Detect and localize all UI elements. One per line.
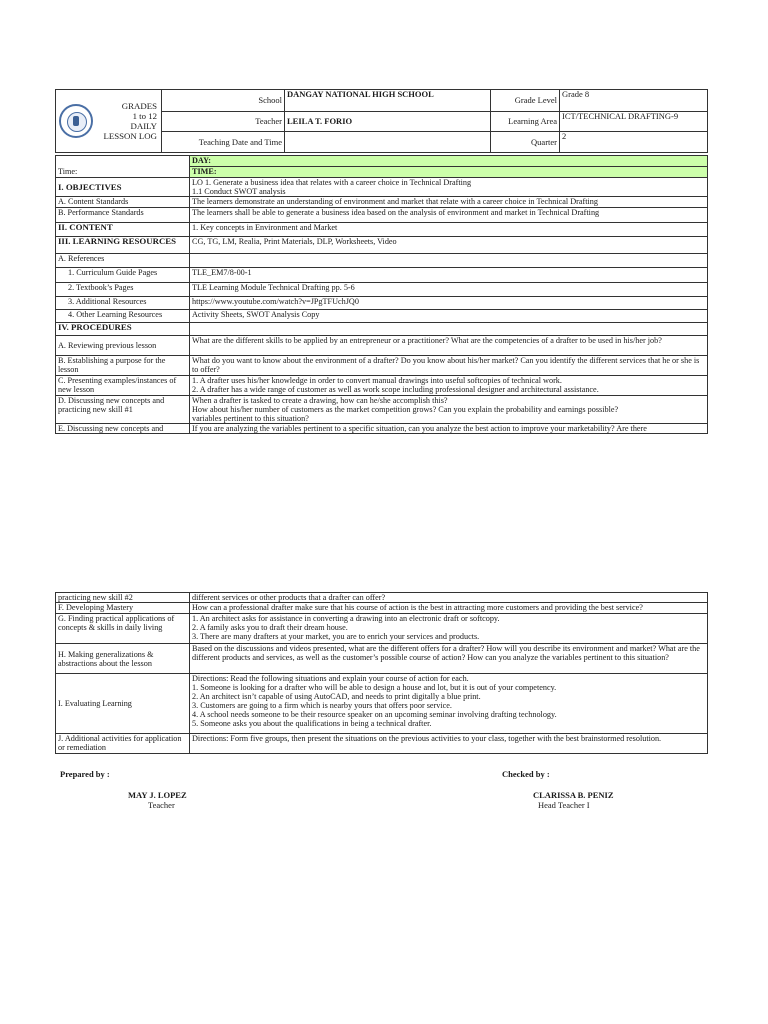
developing-mastery-label: F. Developing Mastery — [56, 603, 190, 614]
date-value — [285, 132, 491, 153]
reviewing-lesson-content: What are the different skills to be applied by an entrepreneur or a practitioner? What are the competencies of a drafter to be used in his/her job? — [190, 336, 708, 356]
date-label: Teaching Date and Time — [162, 132, 285, 153]
additional-activities-label: J. Additional activities for application or remediation — [56, 734, 190, 754]
purpose-label: B. Establishing a purpose for the lesson — [56, 356, 190, 376]
practicing-2-content: different services or other products that a drafter can offer? — [190, 593, 708, 603]
checked-by-label: Checked by : — [502, 769, 550, 779]
learning-resources-label: III. LEARNING RESOURCES — [56, 237, 190, 254]
learning-area-value: ICT/TECHNICAL DRAFTING-9 — [560, 111, 708, 132]
procedures-content — [190, 323, 708, 336]
discussing-1-label: D. Discussing new concepts and practicing new skill #1 — [56, 396, 190, 424]
references-label: A. References — [56, 254, 190, 268]
evaluating-learning-content: Directions: Read the following situations and explain your course of action for each. 1. Someone is looking for a drafter who will be able to design a house and lot, but it is out of your competency. 2. An architect isn’t capable of using AutoCAD, and needs to print digitally a blue print. 3. Customers are going to a firm which is nearby yours that offers poor service. 4. A school needs someone to be their resource speaker on an upcoming seminar involving drafting technology. 5. Someone asks you about the qualifications in being a technical drafter. — [190, 674, 708, 734]
grade-level-value: Grade 8 — [560, 90, 708, 112]
objectives-label: I. OBJECTIVES — [56, 178, 190, 197]
content-label: II. CONTENT — [56, 223, 190, 237]
blank-corner — [56, 156, 190, 167]
teacher-value: LEILA T. FORIO — [285, 111, 491, 132]
school-label: School — [162, 90, 285, 112]
evaluating-learning-label: I. Evaluating Learning — [56, 674, 190, 734]
lesson-table-part2 — [55, 592, 708, 754]
finding-applications-label: G. Finding practical applications of concepts & skills in daily living — [56, 614, 190, 644]
teacher-label: Teacher — [162, 111, 285, 132]
checker-name: CLARISSA B. PENIZ — [533, 790, 614, 800]
content-standards-label: A. Content Standards — [56, 197, 190, 208]
preparer-name: MAY J. LOPEZ — [128, 790, 187, 800]
grades-label: GRADES — [121, 101, 157, 111]
textbook-pages-label: 2. Textbook’s Pages — [56, 283, 190, 297]
purpose-content: What do you want to know about the environment of a drafter? Do you know about his/her market? Can you identify the different services that he or she is to offer? — [190, 356, 708, 376]
grade-level-label: Grade Level — [491, 90, 560, 112]
learning-resources-content: CG, TG, LM, Realia, Print Materials, DLP, Worksheets, Video — [190, 237, 708, 254]
presenting-examples-label: C. Presenting examples/instances of new lesson — [56, 376, 190, 396]
preparer-title: Teacher — [148, 800, 175, 810]
additional-resources-label: 3. Additional Resources — [56, 297, 190, 310]
performance-standards-content: The learners shall be able to generate a business idea based on the analysis of environment and market in Technical Drafting — [190, 208, 708, 223]
content-content: 1. Key concepts in Environment and Market — [190, 223, 708, 237]
curriculum-guide-content: TLE_EM7/8-00-1 — [190, 268, 708, 283]
learning-area-label: Learning Area — [491, 111, 560, 132]
grades-range: 1 to 12 — [132, 111, 157, 121]
time-left: Time: — [56, 167, 190, 178]
generalizations-content: Based on the discussions and videos presented, what are the different offers for a drafter? How will you describe its environment and market? What are the different products and services, as well as the customer’s possible course of action? How can you analyze the variables pertinent to this situation? — [190, 644, 708, 674]
deped-seal-icon — [59, 104, 93, 138]
daily-label: DAILY — [130, 121, 157, 131]
day-label: DAY: — [190, 156, 708, 167]
checker-title: Head Teacher I — [538, 800, 590, 810]
time-label: TIME: — [190, 167, 708, 178]
procedures-label: IV. PROCEDURES — [56, 323, 190, 336]
performance-standards-label: B. Performance Standards — [56, 208, 190, 223]
additional-activities-content: Directions: Form five groups, then present the situations on the previous activities to your class, together with the best brainstormed resolution. — [190, 734, 708, 754]
discussing-2-content: If you are analyzing the variables pertinent to a specific situation, can you analyze the best action to improve your marketability? Are there — [190, 424, 708, 434]
reviewing-lesson-label: A. Reviewing previous lesson — [56, 336, 190, 356]
curriculum-guide-label: 1. Curriculum Guide Pages — [56, 268, 190, 283]
lesson-log-label: LESSON LOG — [103, 131, 157, 141]
practicing-2-label: practicing new skill #2 — [56, 593, 190, 603]
discussing-2-label: E. Discussing new concepts and — [56, 424, 190, 434]
content-standards-content: The learners demonstrate an understanding of environment and market that relate with a career choice in Technical Drafting — [190, 197, 708, 208]
prepared-by-label: Prepared by : — [60, 769, 110, 779]
quarter-value: 2 — [560, 132, 708, 153]
references-content — [190, 254, 708, 268]
generalizations-label: H. Making generalizations & abstractions about the lesson — [56, 644, 190, 674]
additional-resources-link[interactable]: https://www.youtube.com/watch?v=JPgTFUchJQ0 — [190, 297, 708, 310]
lesson-table-part1 — [55, 155, 708, 434]
other-resources-label: 4. Other Learning Resources — [56, 310, 190, 323]
finding-applications-content: 1. An architect asks for assistance in converting a drawing into an electronic draft or softcopy. 2. A family asks you to draft their dream house. 3. There are many drafters at your market, you are to enrich your services and products. — [190, 614, 708, 644]
school-value: DANGAY NATIONAL HIGH SCHOOL — [285, 90, 491, 112]
presenting-examples-content: 1. A drafter uses his/her knowledge in order to convert manual drawings into useful softcopies of technical work. 2. A drafter has a wide range of customer as well as work scope including professional designer and architectural assistance. — [190, 376, 708, 396]
header-table — [55, 89, 708, 153]
discussing-1-content: When a drafter is tasked to create a drawing, how can he/she accomplish this? How about his/her number of customers as the market competition grows? Can you explain the probability and earnings possible? variables pertinent to this situation? — [190, 396, 708, 424]
developing-mastery-content: How can a professional drafter make sure that his course of action is the best in attracting more customers and providing the best service? — [190, 603, 708, 614]
quarter-label: Quarter — [491, 132, 560, 153]
objectives-content: LO 1. Generate a business idea that relates with a career choice in Technical Drafting 1.1 Conduct SWOT analysis — [190, 178, 708, 197]
textbook-pages-content: TLE Learning Module Technical Drafting pp. 5-6 — [190, 283, 708, 297]
other-resources-content: Activity Sheets, SWOT Analysis Copy — [190, 310, 708, 323]
deped-cell — [56, 90, 162, 153]
